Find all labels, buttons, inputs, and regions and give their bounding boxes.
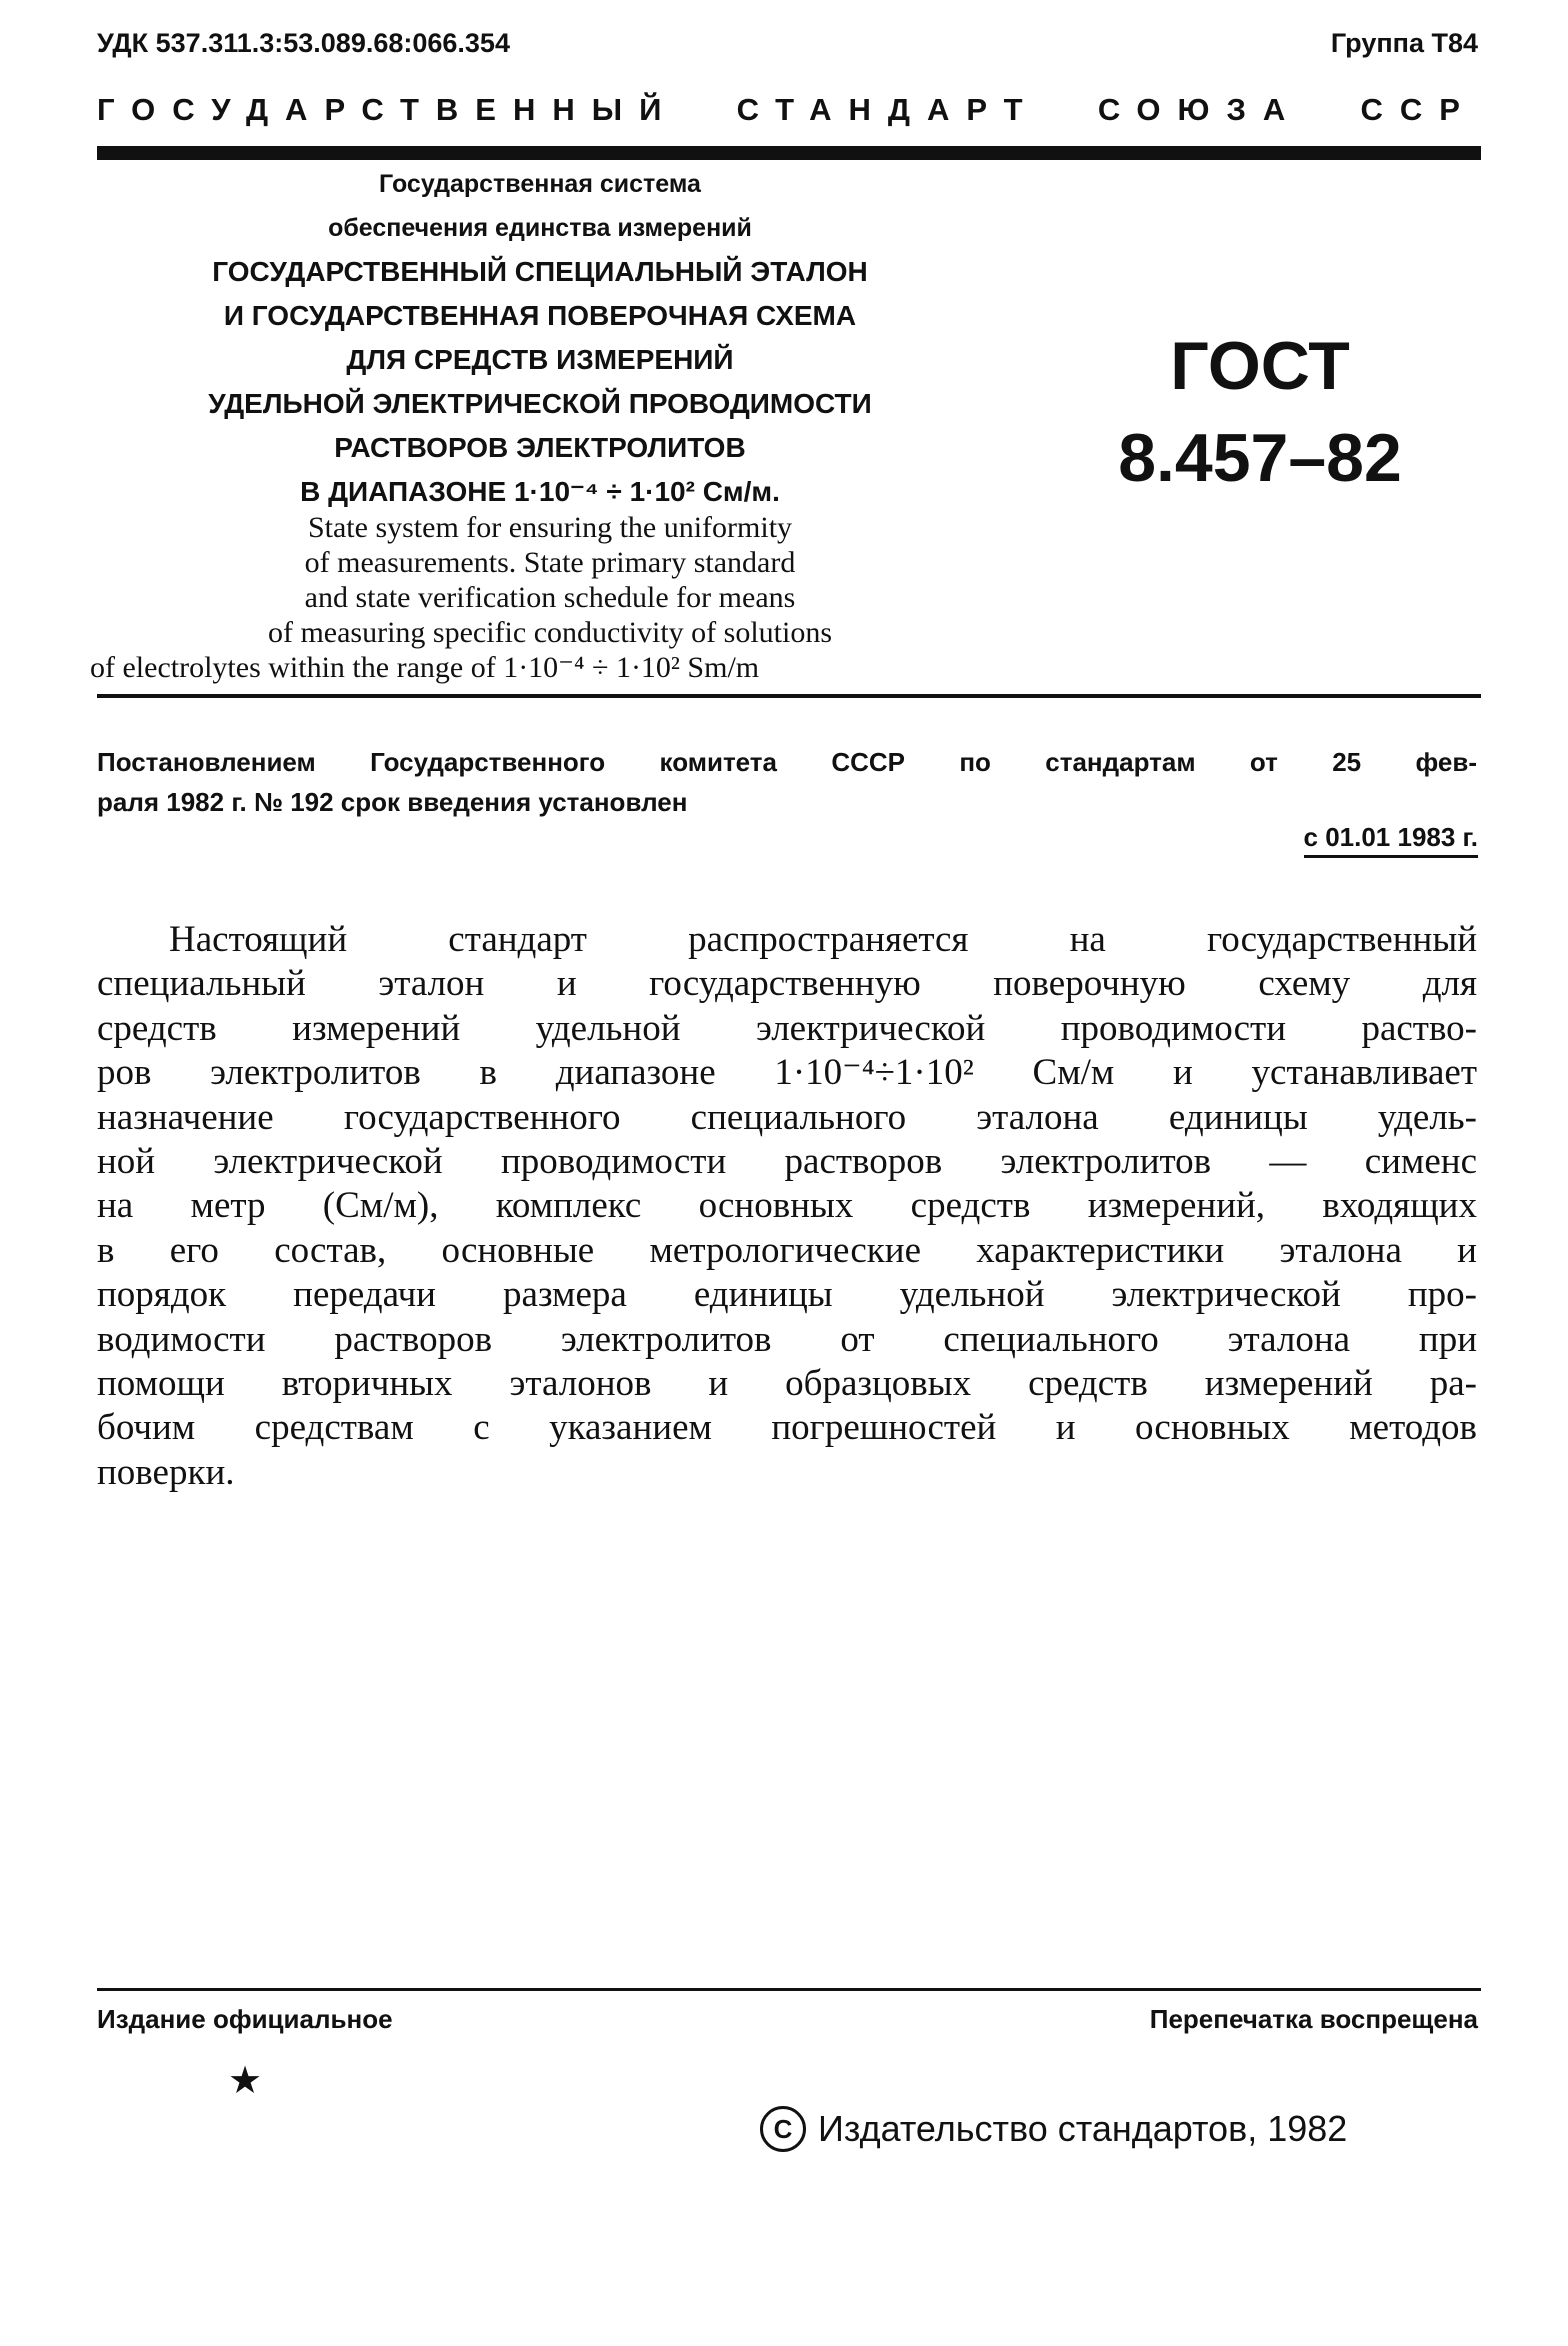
english-line: of measurements. State primary standard	[304, 546, 796, 579]
banner-word: ССР	[1360, 92, 1477, 127]
title-line: РАСТВОРОВ ЭЛЕКТРОЛИТОВ	[334, 432, 746, 463]
body-line: ной электрической проводимости растворов электролитов — сименс	[97, 1141, 1477, 1183]
group-code: Группа Т84	[1330, 28, 1478, 58]
title-line: ГОСУДАРСТВЕННЫЙ СПЕЦИАЛЬНЫЙ ЭТАЛОН	[212, 256, 868, 287]
english-title	[90, 510, 1010, 685]
decree-line: Постановлением Государственного комитета СССР по стандартам от 25 фев-	[97, 747, 1477, 777]
copyright-icon: C	[760, 2106, 806, 2152]
gost-number: 8.457–82	[1118, 420, 1402, 496]
body-line: водимости растворов электролитов от специального эталона при	[97, 1318, 1477, 1360]
body-paragraph	[97, 918, 1477, 1495]
gost-label: ГОСТ	[1170, 328, 1350, 404]
body-line: в его состав, основные метрологические характеристики эталона и	[97, 1229, 1477, 1271]
title-divider	[97, 694, 1481, 698]
decree-text	[97, 742, 1477, 822]
banner-word: СТАНДАРТ	[736, 92, 1040, 127]
body-line: специальный эталон и государственную поверочную схему для	[97, 963, 1477, 1005]
english-line: and state verification schedule for means	[304, 581, 796, 614]
gost-designation	[1080, 320, 1440, 504]
body-line: поверки.	[97, 1451, 235, 1493]
body-line: на метр (См/м), комплекс основных средств измерений, входящих	[97, 1185, 1477, 1227]
official-edition: Издание официальное	[97, 2004, 393, 2034]
title-line: В ДИАПАЗОНЕ 1·10⁻⁴ ÷ 1·10² См/м.	[300, 476, 780, 507]
banner-word: СОЮЗА	[1097, 92, 1303, 127]
decree-line: раля 1982 г. № 192 срок введения установлен	[97, 787, 688, 817]
english-line: of electrolytes within the range of 1·10⁻⁴ ÷ 1·10² Sm/m	[90, 651, 760, 684]
body-line: средств измерений удельной электрической проводимости раство-	[97, 1007, 1477, 1049]
publisher: Издательство стандартов, 1982	[818, 2108, 1348, 2149]
title-line: И ГОСУДАРСТВЕННАЯ ПОВЕРОЧНАЯ СХЕМА	[223, 300, 857, 331]
thick-divider	[97, 146, 1481, 160]
udk-code: УДК 537.311.3:53.089.68:066.354	[97, 28, 510, 58]
body-line: помощи вторичных эталонов и образцовых средств измерений ра-	[97, 1363, 1477, 1405]
title-line: УДЕЛЬНОЙ ЭЛЕКТРИЧЕСКОЙ ПРОВОДИМОСТИ	[208, 388, 872, 419]
title-line: обеспечения единства измерений	[328, 214, 752, 242]
body-line: Настоящий стандарт распространяется на государственный	[169, 919, 1477, 960]
banner-word: ГОСУДАРСТВЕННЫЙ	[97, 92, 679, 127]
star-icon: ★	[228, 2060, 263, 2102]
standard-banner	[97, 92, 1477, 128]
effective-date: с 01.01 1983 г.	[1304, 822, 1478, 858]
english-line: of measuring specific conductivity of solutions	[267, 616, 833, 649]
copyright	[760, 2106, 1347, 2152]
title-line: Государственная система	[379, 170, 701, 198]
body-line: порядок передачи размера единицы удельной электрической про-	[97, 1274, 1477, 1316]
body-line: ров электролитов в диапазоне 1·10⁻⁴÷1·10² См/м и устанавливает	[97, 1052, 1477, 1094]
reprint-prohibited: Перепечатка воспрещена	[1149, 2004, 1478, 2034]
title-line: ДЛЯ СРЕДСТВ ИЗМЕРЕНИЙ	[346, 344, 734, 375]
body-line: назначение государственного специального эталона единицы удель-	[97, 1096, 1477, 1138]
english-line: State system for ensuring the uniformity	[307, 511, 793, 544]
footer-divider	[97, 1988, 1481, 1991]
document-title	[150, 162, 930, 514]
body-line: бочим средствам с указанием погрешностей и основных методов	[97, 1407, 1477, 1449]
